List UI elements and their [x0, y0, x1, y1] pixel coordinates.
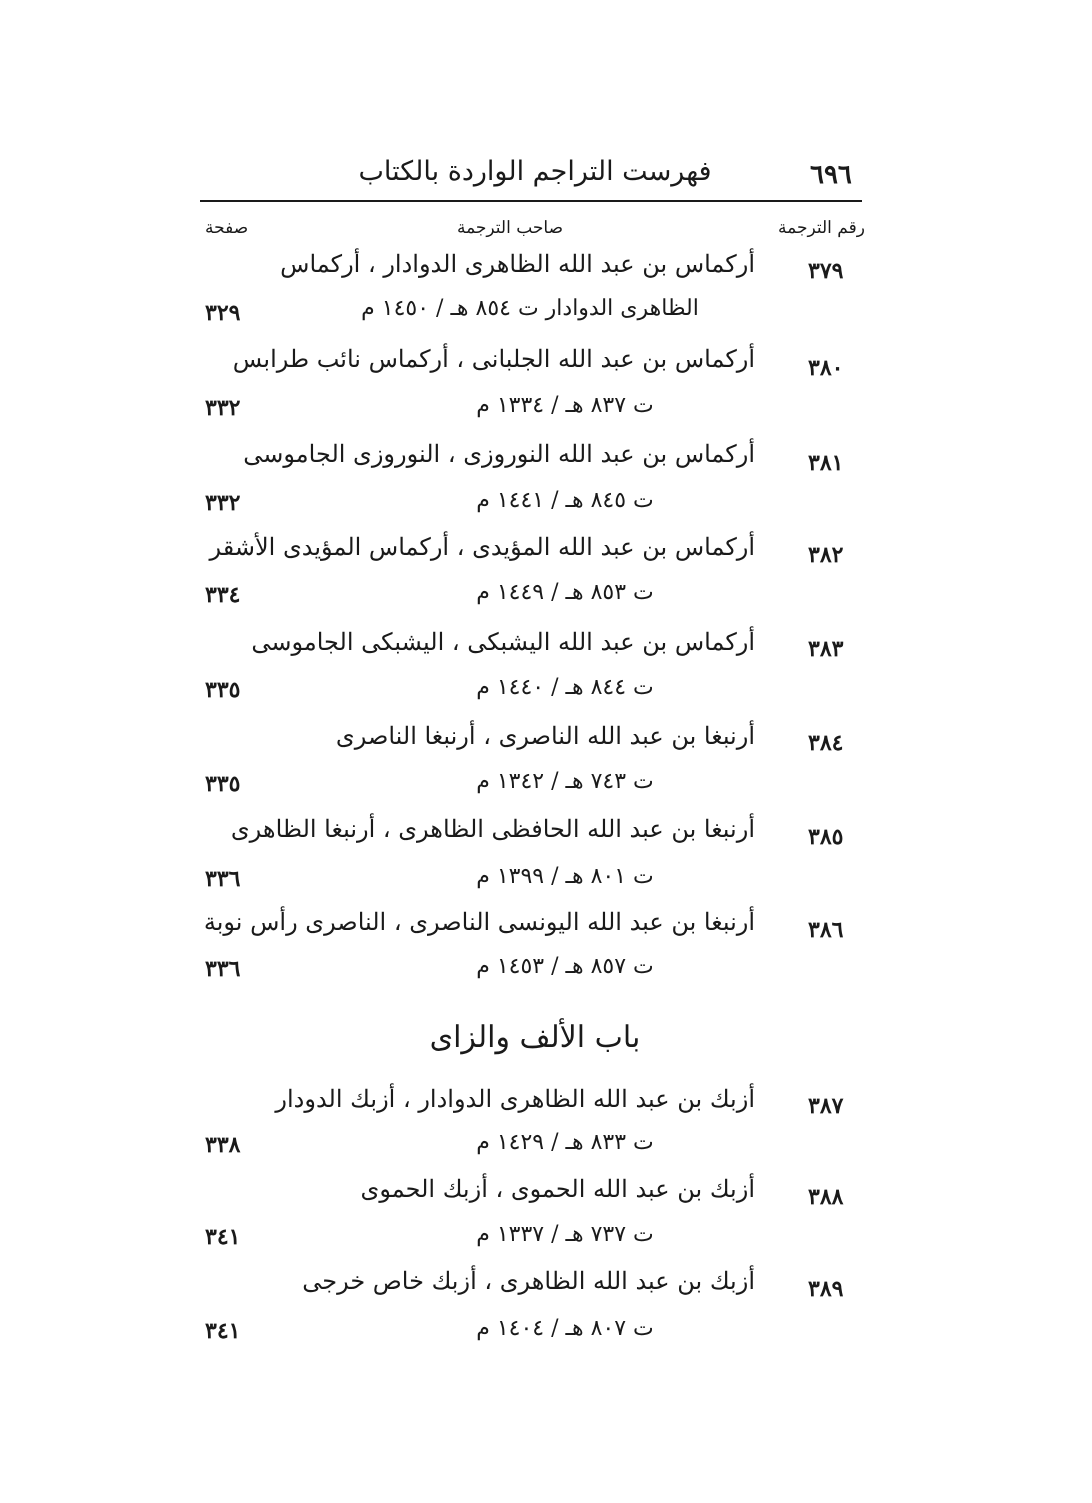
entry-line1: أركماس بن عبد الله الجلبانى ، أركماس نائب طرابس	[232, 345, 755, 373]
entry-line1: أزبك بن عبد الله الظاهرى الدوادار ، أزبك الدودار	[275, 1085, 755, 1113]
entry-number: ٣٨٩	[808, 1276, 844, 1302]
entry-line2: ت ٨٣٣ هـ / ١٤٢٩ م	[476, 1130, 654, 1155]
entry-number: ٣٨٤	[808, 730, 844, 756]
column-header-page: صفحة	[205, 218, 249, 238]
entry-number: ٣٨٦	[808, 917, 844, 943]
entry-number: ٣٨٠	[808, 355, 844, 381]
entry-line2: الظاهرى الدوادار ت ٨٥٤ هـ / ١٤٥٠ م	[361, 296, 699, 321]
entry-line1: أرنبغا بن عبد الله الحافظى الظاهرى ، أرنبغا الظاهرى	[230, 815, 755, 843]
entry-number: ٣٧٩	[808, 258, 844, 284]
entry-line1: أزبك بن عبد الله الظاهرى ، أزبك خاص خرجى	[302, 1267, 755, 1295]
entry-line1: أركماس بن عبد الله الظاهرى الدوادار ، أركماس	[280, 250, 755, 278]
entry-page: ٣٣٦	[205, 956, 241, 982]
entry-line1: أركماس بن عبد الله المؤيدى ، أركماس المؤيدى الأشقر	[209, 533, 755, 561]
entry-number: ٣٨٨	[808, 1184, 844, 1210]
entry-page: ٣٣٢	[205, 490, 241, 516]
entry-page: ٣٤١	[205, 1318, 241, 1344]
entry-number: ٣٨٥	[808, 824, 844, 850]
entry-number: ٣٨٧	[808, 1093, 844, 1119]
entry-number: ٣٨٣	[808, 636, 844, 662]
section-heading: باب الألف والزاى	[429, 1020, 641, 1055]
header-rule	[200, 200, 862, 202]
entry-line1: أزبك بن عبد الله الحموى ، أزبك الحموى	[360, 1175, 755, 1203]
entry-page: ٣٣٦	[205, 866, 241, 892]
entry-line1: أرنبغا بن عبد الله اليونسى الناصرى ، الناصرى رأس نوبة	[203, 908, 755, 936]
entry-line2: ت ٨٤٥ هـ / ١٤٤١ م	[476, 488, 654, 513]
entry-line1: أركماس بن عبد الله النوروزى ، النوروزى الجاموسى	[243, 440, 755, 468]
entry-number: ٣٨٢	[808, 542, 844, 568]
entry-page: ٣٣٥	[205, 771, 241, 797]
entry-line2: ت ٨٤٤ هـ / ١٤٤٠ م	[476, 675, 654, 700]
entry-line2: ت ٨٥٣ هـ / ١٤٤٩ م	[476, 580, 654, 605]
entry-page: ٣٣٥	[205, 677, 241, 703]
entry-page: ٣٣٨	[205, 1132, 241, 1158]
entry-page: ٣٣٢	[205, 395, 241, 421]
entry-line1: أركماس بن عبد الله اليشبكى ، اليشبكى الجاموسى	[251, 628, 755, 656]
entry-line2: ت ٨٠٧ هـ / ١٤٠٤ م	[476, 1316, 654, 1341]
entry-number: ٣٨١	[808, 450, 844, 476]
page-header-title: فهرست التراجم الواردة بالكتاب	[358, 156, 712, 187]
entry-page: ٣٢٩	[205, 300, 241, 326]
page-number: ٦٩٦	[810, 160, 852, 190]
entry-line2: ت ٨٣٧ هـ / ١٣٣٤ م	[476, 393, 654, 418]
entry-page: ٣٣٤	[205, 582, 241, 608]
entry-page: ٣٤١	[205, 1224, 241, 1250]
entry-line1: أرنبغا بن عبد الله الناصرى ، أرنبغا الناصرى	[335, 722, 755, 750]
column-header-number: رقم الترجمة	[778, 218, 865, 238]
column-header-name: صاحب الترجمة	[456, 218, 564, 238]
entry-line2: ت ٨٠١ هـ / ١٣٩٩ م	[476, 864, 654, 889]
entry-line2: ت ٨٥٧ هـ / ١٤٥٣ م	[476, 954, 654, 979]
entry-line2: ت ٧٤٣ هـ / ١٣٤٢ م	[476, 769, 654, 794]
entry-line2: ت ٧٣٧ هـ / ١٣٣٧ م	[476, 1222, 654, 1247]
